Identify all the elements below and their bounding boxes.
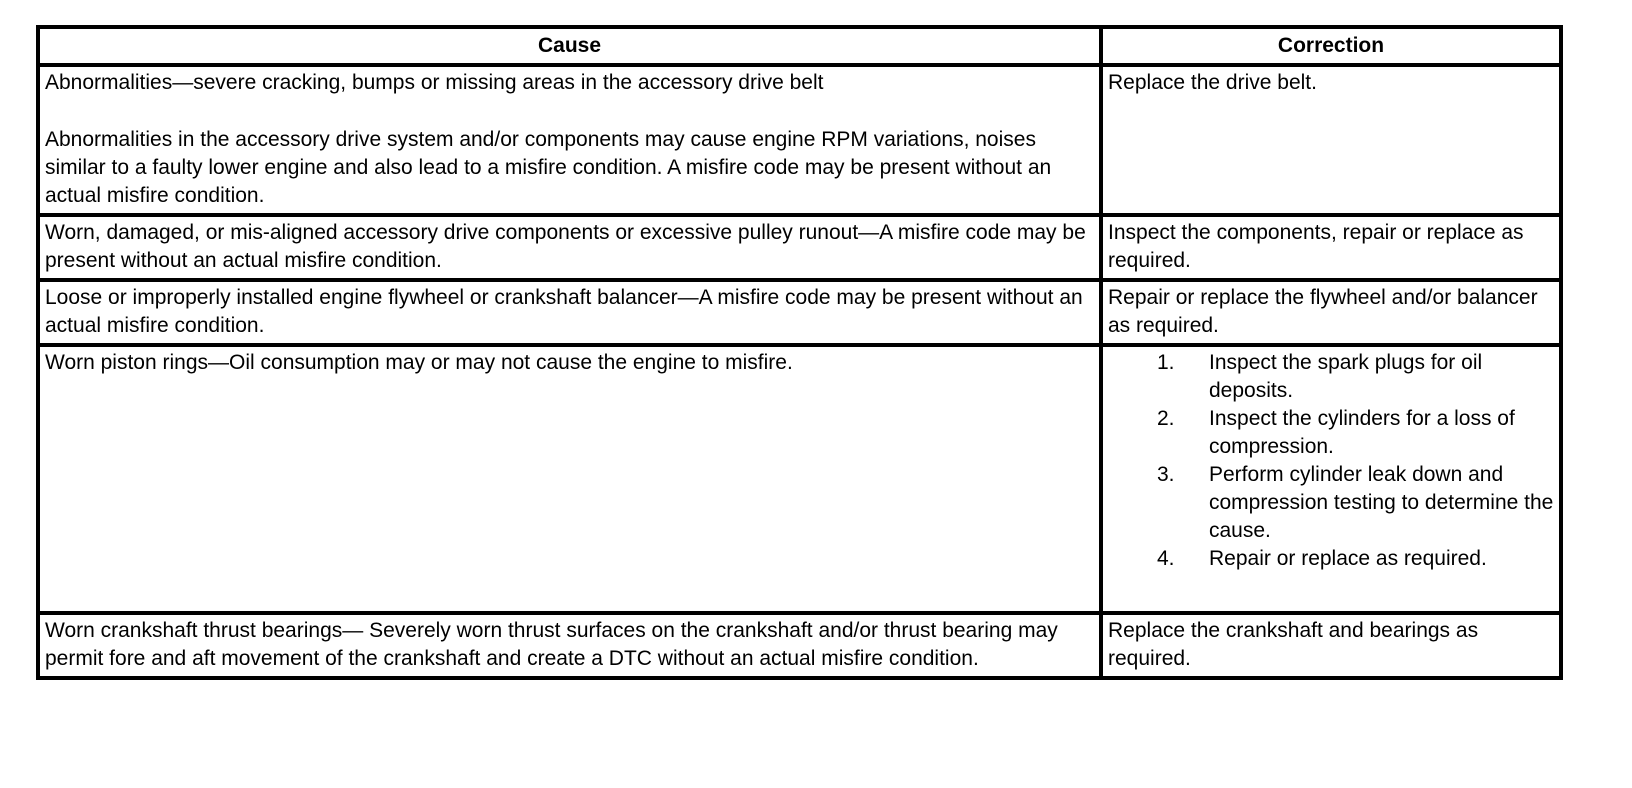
correction-cell: Repair or replace the flywheel and/or balancer as required. <box>1101 280 1561 345</box>
cause-text: Worn crankshaft thrust bearings— Severely worn thrust surfaces on the crankshaft and/or thrust bearing may permit fore and aft movement of the crankshaft and create a DTC without an actual misfire condition. <box>45 619 1058 670</box>
correction-steps-list <box>1108 349 1554 608</box>
cause-cell <box>38 280 1101 345</box>
cause-text: Abnormalities—severe cracking, bumps or missing areas in the accessory drive belt <box>45 71 824 94</box>
correction-cell <box>1101 345 1561 613</box>
table-row <box>38 215 1561 280</box>
correction-step <box>1108 461 1554 545</box>
table-row <box>38 345 1561 613</box>
step-text: Repair or replace as required. <box>1209 547 1487 570</box>
step-text: Inspect the cylinders for a loss of compression. <box>1209 407 1515 458</box>
table-row <box>38 613 1561 678</box>
cause-cell <box>38 613 1101 678</box>
cause-cell <box>38 215 1101 280</box>
correction-step <box>1108 405 1554 461</box>
cause-text: Worn, damaged, or mis-aligned accessory drive components or excessive pulley runout—A misfire code may be present without an actual misfire condition. <box>45 221 1086 272</box>
correction-cell: Inspect the components, repair or replace as required. <box>1101 215 1561 280</box>
correction-step <box>1108 349 1554 405</box>
cause-cell <box>38 65 1101 215</box>
step-text: Perform cylinder leak down and compression testing to determine the cause. <box>1209 463 1554 542</box>
step-number: 1. <box>1157 351 1175 374</box>
correction-cell: Replace the crankshaft and bearings as required. <box>1101 613 1561 678</box>
step-number: 2. <box>1157 407 1175 430</box>
table-row <box>38 65 1561 215</box>
cause-text: Abnormalities in the accessory drive system and/or components may cause engine RPM variations, noises similar to a faulty lower engine and also lead to a misfire condition. A misfire code may be present without an actual misfire condition. <box>45 128 1052 207</box>
diagnostic-table <box>36 25 1563 680</box>
header-cause: Cause <box>38 27 1101 65</box>
header-correction: Correction <box>1101 27 1561 65</box>
step-number: 4. <box>1157 547 1175 570</box>
step-text: Inspect the spark plugs for oil deposits. <box>1209 351 1483 402</box>
cause-text: Loose or improperly installed engine flywheel or crankshaft balancer—A misfire code may be present without an actual misfire condition. <box>45 286 1083 337</box>
correction-cell: Replace the drive belt. <box>1101 65 1561 215</box>
cause-cell <box>38 345 1101 613</box>
cause-text: Worn piston rings—Oil consumption may or may not cause the engine to misfire. <box>45 351 793 374</box>
table-row <box>38 280 1561 345</box>
correction-step <box>1108 545 1554 573</box>
step-number: 3. <box>1157 463 1175 486</box>
header-row <box>38 27 1561 65</box>
